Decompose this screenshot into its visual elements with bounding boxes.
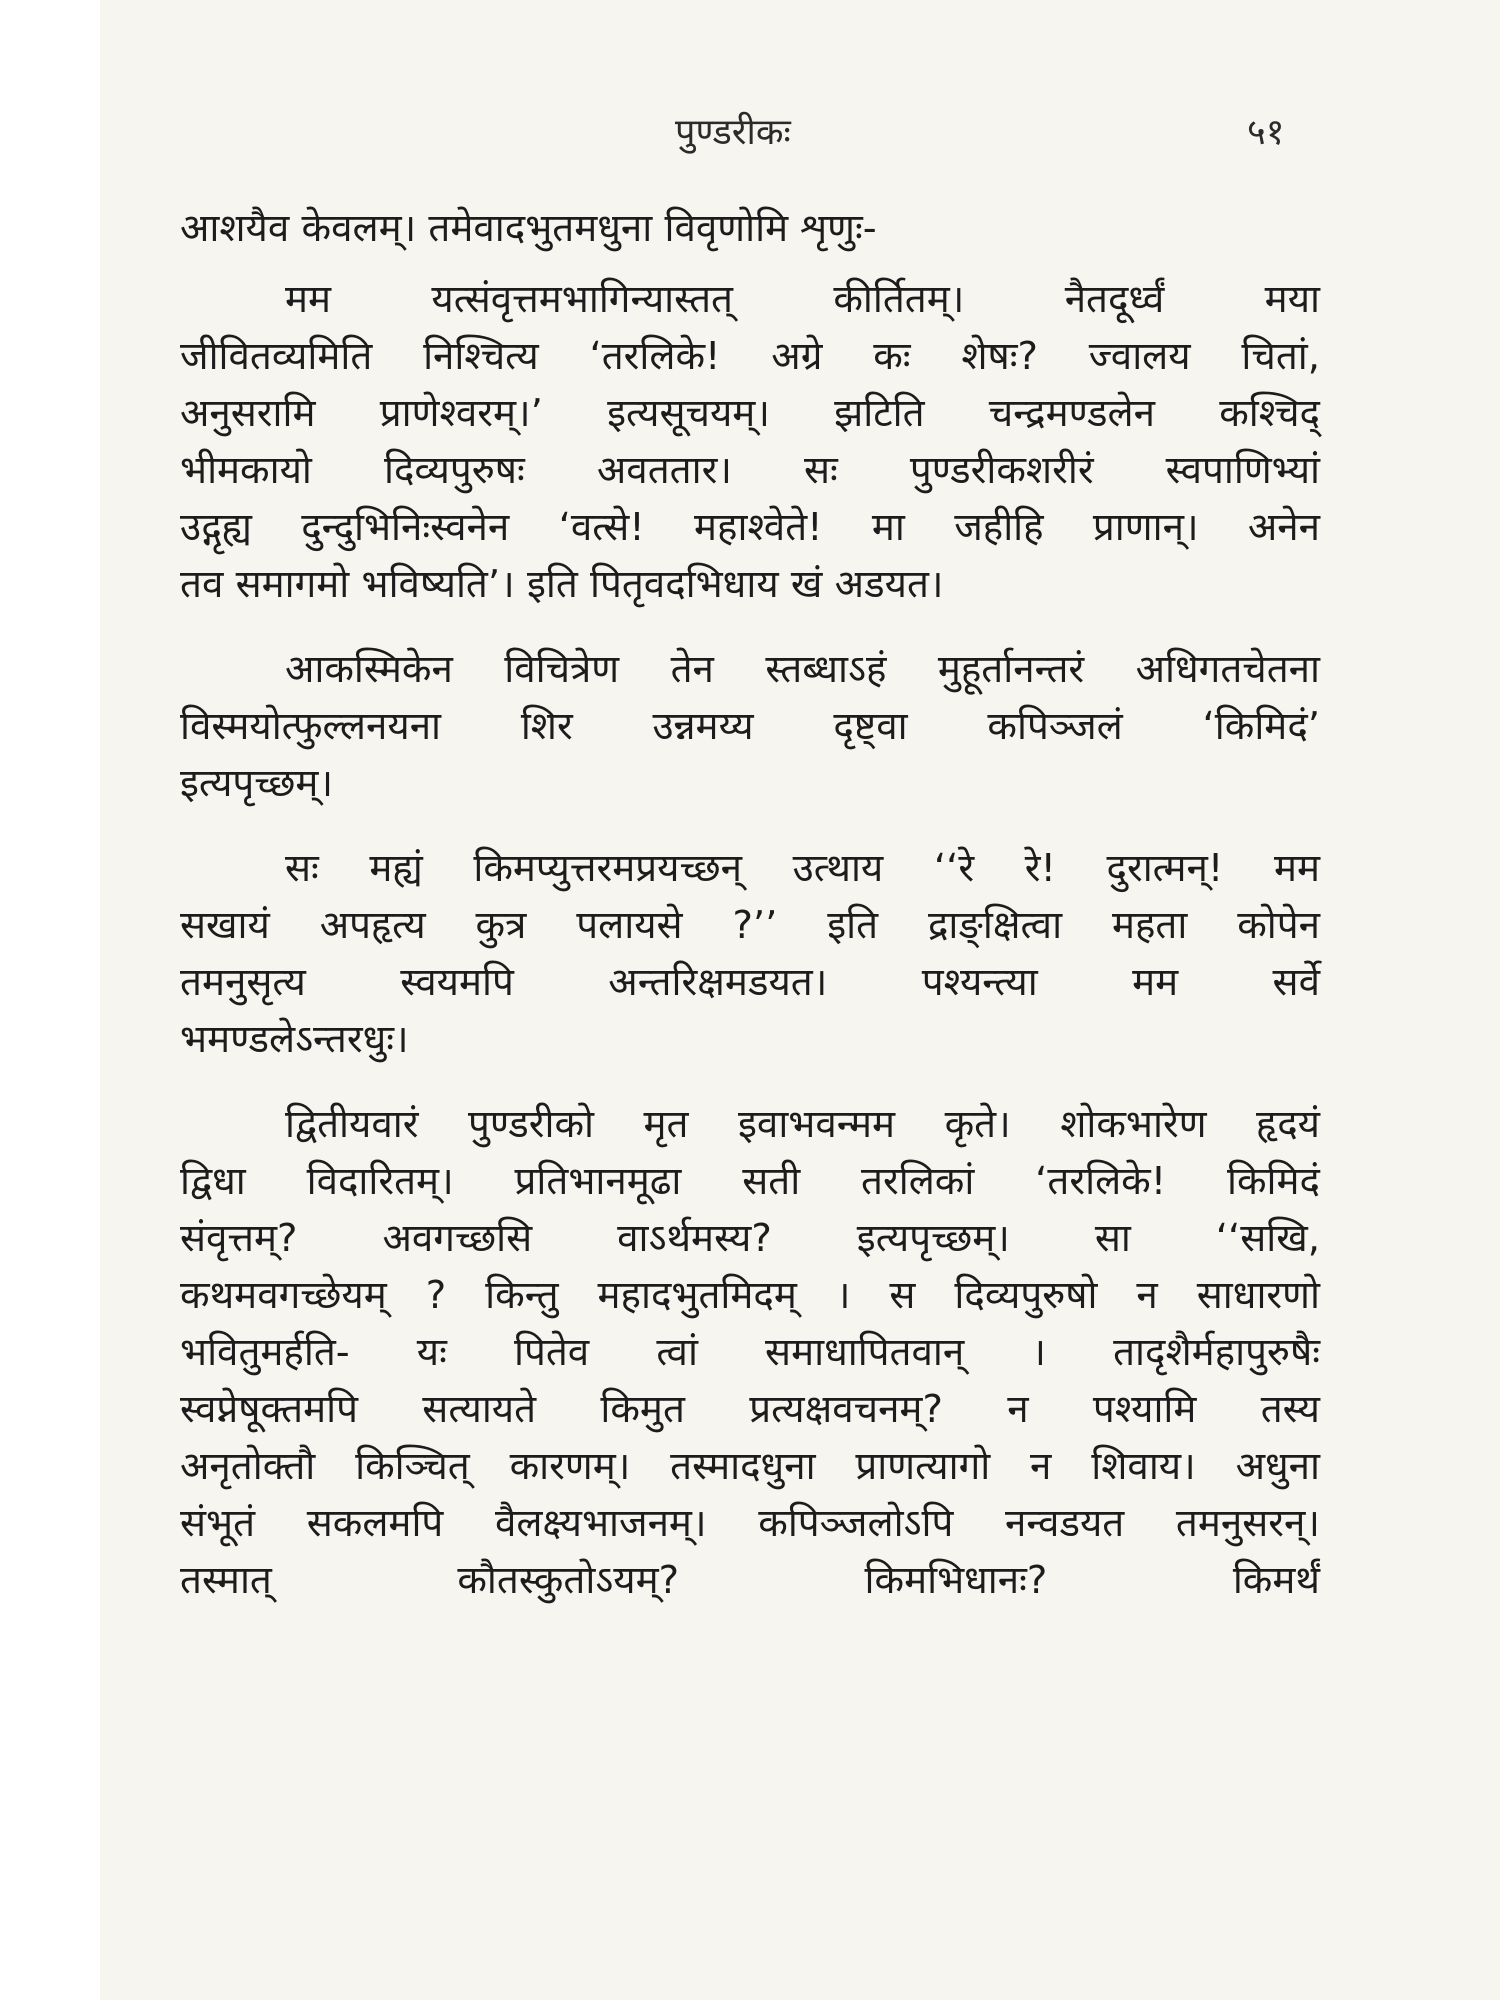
text-line: तव समागमो भविष्यति’। इति पितृवदभिधाय खं अडयत। [180, 562, 944, 607]
text-line: भवितुमर्हति- यः पितेव त्वां समाधापितवान् । तादृशैर्महापुरुषैः [180, 1330, 1320, 1375]
text-line: भीमकायो दिव्यपुरुषः अवततार। सः पुण्डरीकशरीरं स्वपाणिभ्यां [180, 448, 1320, 493]
running-head [100, 106, 1500, 156]
text-line: द्वितीयवारं पुण्डरीको मृत इवाभवन्मम कृते। शोकभारेण हृदयं [285, 1102, 1320, 1147]
text-line: उद्गृह्य दुन्दुभिनिःस्वनेन ‘वत्से! महाश्वेते! मा जहीहि प्राणान्। अनेन [180, 505, 1320, 550]
text-line: स्वप्नेषूक्तमपि सत्यायते किमुत प्रत्यक्षवचनम्? न पश्यामि तस्य [180, 1387, 1320, 1432]
text-line: विस्मयोत्फुल्लनयना शिर उन्नमय्य दृष्ट्वा कपिञ्जलं ‘किमिदं’ [180, 704, 1320, 749]
paragraph-gap [180, 1068, 1320, 1096]
paragraph-gap [180, 812, 1320, 840]
page-left-margin [0, 0, 100, 2000]
text-line: आकस्मिकेन विचित्रेण तेन स्तब्धाऽहं मुहूर्तानन्तरं अधिगतचेतना [285, 647, 1320, 692]
text-line: मम यत्संवृत्तमभागिन्यास्तत् कीर्तितम्। नैतदूर्ध्वं मया [285, 277, 1320, 322]
text-line: अनृतोक्तौ किञ्चित् कारणम्। तस्मादधुना प्राणत्यागो न शिवाय। अधुना [180, 1444, 1320, 1489]
paragraph-gap [180, 613, 1320, 641]
paragraph-5 [180, 1096, 1320, 1609]
text-line: कथमवगच्छेयम् ? किन्तु महादभुतमिदम् । स दिव्यपुरुषो न साधारणो [180, 1273, 1320, 1318]
text-line: तमनुसृत्य स्वयमपि अन्तरिक्षमडयत। पश्यन्त्या मम सर्वे [180, 960, 1320, 1005]
text-line: आशयैव केवलम्। तमेवादभुतमधुना विवृणोमि शृणुः- [180, 206, 877, 251]
text-line: संवृत्तम्? अवगच्छसि वाऽर्थमस्य? इत्यपृच्छम्। सा ‘‘सखि, [180, 1216, 1320, 1261]
text-line: द्विधा विदारितम्। प्रतिभानमूढा सती तरलिकां ‘तरलिके! किमिदं [180, 1159, 1320, 1204]
paragraph-2 [180, 271, 1320, 613]
paragraph-gap [180, 257, 1320, 271]
paragraph-4 [180, 840, 1320, 1068]
page-number: ५१ [1247, 112, 1285, 153]
body-text [180, 200, 1320, 1609]
book-page [100, 0, 1500, 2000]
text-line: भमण्डलेऽन्तरधुः। [180, 1017, 409, 1062]
text-line: जीवितव्यमिति निश्चित्य ‘तरलिके! अग्रे कः शेषः? ज्वालय चितां, [180, 334, 1320, 379]
paragraph-3 [180, 641, 1320, 812]
paragraph-1 [180, 200, 1320, 257]
text-line: तस्मात् कौतस्कुतोऽयम्? किमभिधानः? किमर्थं [180, 1558, 1320, 1603]
text-line: सखायं अपहृत्य कुत्र पलायसे ?’’ इति द्राङ्क्षित्वा महता कोपेन [180, 903, 1320, 948]
text-line: सः मह्यं किमप्युत्तरमप्रयच्छन् उत्थाय ‘‘रे रे! दुरात्मन्! मम [285, 846, 1320, 891]
text-line: संभूतं सकलमपि वैलक्ष्यभाजनम्। कपिञ्जलोऽपि नन्वडयत तमनुसरन्। [180, 1501, 1320, 1546]
chapter-title: पुण्डरीकः [675, 112, 791, 153]
text-line: इत्यपृच्छम्। [180, 761, 334, 806]
text-line: अनुसरामि प्राणेश्वरम्।’ इत्यसूचयम्। झटिति चन्द्रमण्डलेन कश्चिद् [180, 391, 1320, 436]
